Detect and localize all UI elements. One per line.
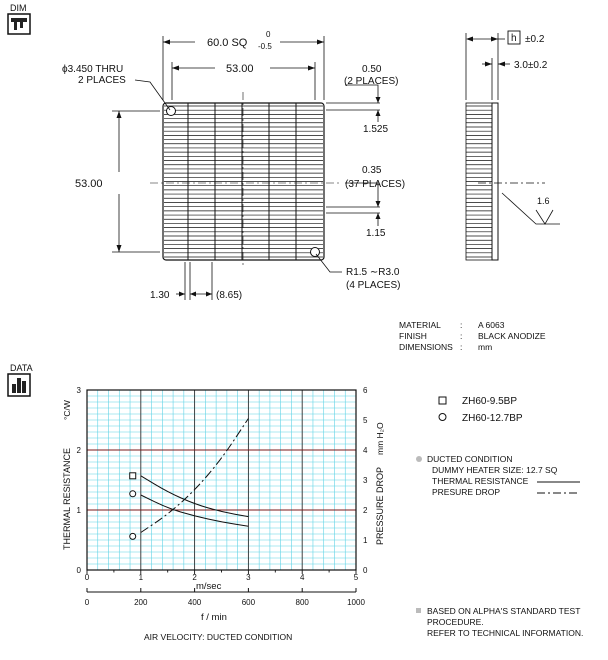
x-tick-label: 5 [353,573,359,582]
legend-thermal: THERMAL RESISTANCE [432,476,529,486]
svg-text::: : [460,331,463,341]
chart-caption: AIR VELOCITY: DUCTED CONDITION [144,632,293,642]
svg-text::: : [460,342,463,352]
bullet-icon [416,456,422,462]
finish-label: FINISH [399,331,427,341]
hole-label-2: 2 PLACES [78,75,126,86]
finish-value: BLACK ANODIZE [478,331,546,341]
x2-tick-label: 800 [295,598,309,607]
chart-legend [416,396,580,497]
x2-tick-label: 400 [187,598,202,607]
heatsink-front-view [150,92,340,268]
chart-ticks [77,386,368,607]
material-value: A 6063 [478,320,505,330]
surface-roughness: 1.6 [537,196,550,206]
x-tick-label: 2 [192,573,197,582]
dim-tol-lower: -0.5 [258,42,272,51]
side-base-thickness: 3.0±0.2 [514,60,548,71]
y-right-tick-label: 0 [363,566,368,575]
y-left-axis-unit: °C/W [62,400,72,420]
dummy-heater-size: DUMMY HEATER SIZE: 12.7 SQ [432,465,558,475]
dim-section-icon [8,3,30,34]
x-tick-label: 3 [246,573,251,582]
dim-tol-upper: 0 [266,30,271,39]
y-right-tick-label: 3 [363,476,368,485]
x-axis-label: m/sec [196,581,222,592]
dim-8-65: (8.65) [216,290,243,301]
side-h-tolerance: ±0.2 [525,34,545,45]
thermal-chart [77,386,368,607]
legend-circle-label: ZH60-12.7BP [462,413,523,424]
dim-53-left: 53.00 [75,178,103,190]
x2-tick-label: 600 [241,598,256,607]
heatsink-side-view [466,103,498,260]
dimensions-label: DIMENSIONS [399,342,453,352]
y-left-tick-label: 3 [76,386,81,395]
note-line-2: PROCEDURE. [427,617,484,627]
dim-60-sq: 60.0 SQ [207,37,248,49]
radius-places: (4 PLACES) [346,280,401,291]
mounting-hole-bottom-right [311,248,320,257]
x-tick-label: 4 [299,573,305,582]
fin2-gap-value: 1.15 [366,228,386,239]
chart-markers [130,473,136,540]
dim-label: DIM [10,3,27,13]
x2-tick-label: 0 [84,598,90,607]
side-h: h [511,33,517,44]
mounting-hole-top-left [167,107,176,116]
svg-text::: : [460,320,463,330]
y-right-tick-label: 2 [363,506,368,515]
fin2-width-value: 0.35 [362,165,382,176]
note-line-3: REFER TO TECHNICAL INFORMATION. [427,628,584,638]
x-tick-label: 1 [138,573,144,582]
legend-pressure: PRESURE DROP [432,487,501,497]
fin2-width-places: (37 PLACES) [345,179,406,190]
dimensions-value: mm [478,342,493,352]
ducted-condition: DUCTED CONDITION [427,454,513,464]
hole-label-1: ϕ3.450 THRU [62,64,124,75]
y-left-tick-label: 0 [76,566,81,575]
circle-marker-icon [439,414,446,421]
y-right-tick-label: 1 [363,536,368,545]
y-right-tick-label: 6 [363,386,368,395]
fin-width-places: (2 PLACES) [344,76,399,87]
test-note [416,606,583,638]
y-left-tick-label: 1 [76,506,81,515]
y-right-tick-label: 5 [363,416,368,425]
dim-1-30: 1.30 [150,290,170,301]
dim-53-top: 53.00 [226,63,254,75]
material-label: MATERIAL [399,320,441,330]
legend-square-label: ZH60-9.5BP [462,396,518,407]
y-left-axis-label: THERMAL RESISTANCE [62,447,72,550]
y-right-tick-label: 4 [363,446,368,455]
x2-axis-label: f / min [201,612,227,623]
circle-marker [130,491,136,497]
radius-label: R1.5 ∼R3.0 [346,267,400,278]
material-spec [399,320,546,352]
x2-tick-label: 200 [134,598,148,607]
y-left-tick-label: 2 [76,446,81,455]
fin-gap-value: 1.525 [363,124,389,135]
fin-width-value: 0.50 [362,64,382,75]
note-bullet-icon [416,608,421,613]
square-marker [130,473,136,479]
circle-marker [130,533,136,539]
data-label: DATA [10,363,33,373]
square-marker-icon [439,397,446,404]
y-right-axis-label: PRESSURE DROP [375,466,385,545]
data-section-icon [8,363,33,396]
chart-grid [87,390,356,570]
x2-tick-label: 1000 [347,598,365,607]
x-tick-label: 0 [84,573,90,582]
side-fin-lines [466,106,492,257]
caliper-icon [8,14,30,34]
note-line-1: BASED ON ALPHA'S STANDARD TEST [427,606,581,616]
y-right-axis-unit: mm H₂O [375,422,385,455]
